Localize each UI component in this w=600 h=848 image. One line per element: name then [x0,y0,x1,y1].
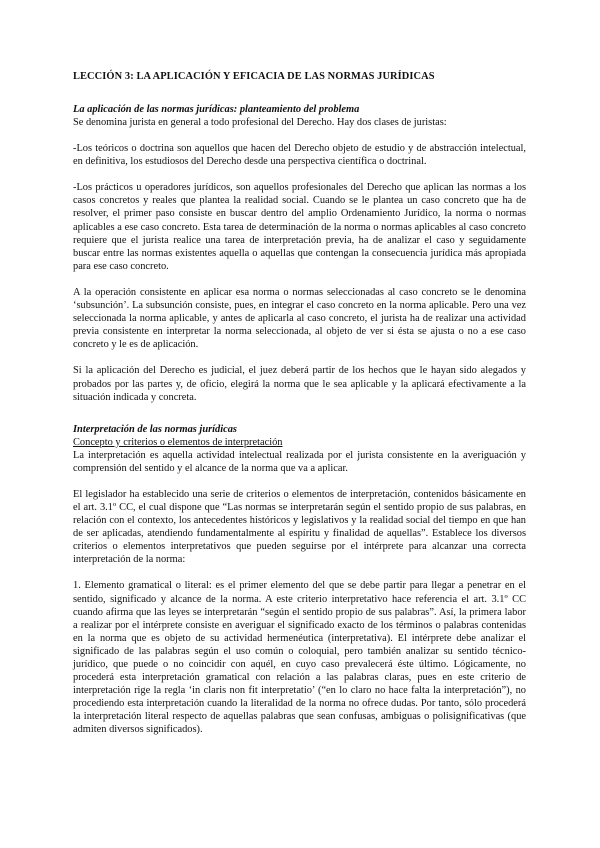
section1-intro: Se denomina jurista en general a todo profesional del Derecho. Hay dos clases de juristas: [73,117,447,128]
section1-paragraph-subsumption: A la operación consistente en aplicar esa norma o normas seleccionadas al caso concreto se le denomina ‘subsunción’. La subsunción consiste, pues, en integrar el caso concreto en la norma aplicable. Pero una vez seleccionada la norma aplicable, y antes de aplicarla al caso concreto, el jurista ha de realizar una actividad previa consistente en interpretar la norma seleccionada, al objeto de ver si ésta se ajusta o no a ese caso concreto y le es de aplicación. [73,286,526,351]
subheading-concept-criteria: Concepto y criterios o elementos de interpretación [73,436,283,448]
document-title: LECCIÓN 3: LA APLICACIÓN Y EFICACIA DE LAS NORMAS JURÍDICAS [73,71,435,82]
section2-paragraph-definition: La interpretación es aquella actividad intelectual realizada por el jurista consistente en la averiguación y comprensión del sentido y el alcance de la norma que va a aplicar. [73,449,526,474]
section2-paragraph-grammatical: 1. Elemento gramatical o literal: es el primer elemento del que se debe partir para llegar a penetrar en el sentido, significado y alcance de la norma. A este criterio interpretativo hace referencia el art. 3.1º CC cuando afirma que las leyes se interpretarán “según el sentido propio de sus palabras”. Así, la primera labor a realizar por el intérprete consiste en averiguar el significado exacto de los términos o palabras contenidas en la norma que es objeto de su actividad hermenéutica (interpretativa). El intérprete debe analizar el significado de las palabras según el uso común o coloquial, pero también analizar su sentido técnico-jurídico, que puede o no coincidir con aquél, en cuyo caso prevalecerá éste último. Lógicamente, no procederá esta interpretación gramatical con relación a las palabras claras, pues en este criterio de interpretación rige la regla ‘in claris non fit interpretatio’ (“en lo claro no hace falta la interpretación”), no procediendo esta interpretación cuando la literalidad de la norma no ofrece dudas. Por tanto, sólo procederá la interpretación literal respecto de aquellas palabras que sean confusas, ambiguas o polisignificativas (que admiten diversos significados). [73,580,526,736]
section1-paragraph-theorists: -Los teóricos o doctrina son aquellos que hacen del Derecho objeto de estudio y de abstracción intelectual, en definitiva, los estudiosos del Derecho desde una perspectiva científica o doctrinal. [73,143,526,168]
section-heading-application: La aplicación de las normas jurídicas: planteamiento del problema [73,104,360,115]
section-heading-interpretation: Interpretación de las normas jurídicas [73,423,237,435]
section1-paragraph-judicial: Si la aplicación del Derecho es judicial, el juez deberá partir de los hechos que le hayan sido alegados y probados por las partes y, de oficio, elegirá la norma que le sea aplicable y la aplicará efectivamente a la situación indicada y concreta. [73,365,526,403]
section1-paragraph-practitioners: -Los prácticos u operadores jurídicos, son aquellos profesionales del Derecho que aplican las normas a los casos concretos y reales que plantea la realidad social. Cuando se le plantea un caso concreto que ha de resolver, el primer paso consiste en buscar dentro del amplio Ordenamiento Jurídico, la norma o normas aplicables a ese caso concreto. Esta tarea de determinación de la norma o normas aplicables al caso concreto requiere que el jurista realice una tarea de interpretación previa, ha de analizar el caso y seguidamente buscar entre las normas existentes aquella o aquellas que contengan la consecuencia jurídica más apropiada para ese caso concreto. [73,182,526,272]
section2-paragraph-legislator: El legislador ha establecido una serie de criterios o elementos de interpretación, contenidos básicamente en el art. 3.1º CC, el cual dispone que “Las normas se interpretarán según el sentido propio de sus palabras, en relación con el contexto, los antecedentes históricos y legislativos y la realidad social del tiempo en que han de ser aplicadas, atendiendo fundamentalmente al espíritu y finalidad de aquellas”. Establece los diversos criterios o elementos interpretativos que pueden seguirse por el intérprete para alcanzar una correcta interpretación de la norma: [73,488,526,566]
